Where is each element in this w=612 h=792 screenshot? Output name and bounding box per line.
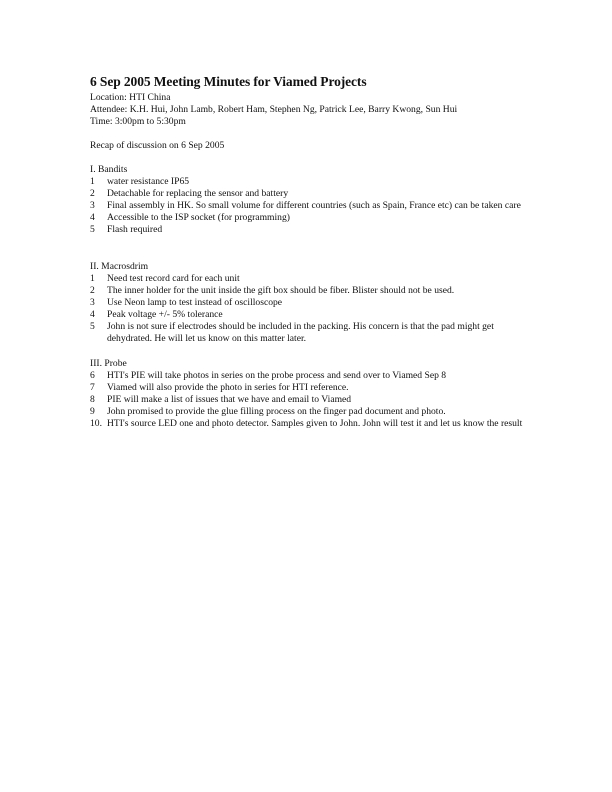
page-title: 6 Sep 2005 Meeting Minutes for Viamed Projects <box>90 74 367 89</box>
item-number: 2 <box>90 188 95 199</box>
item-text: John is not sure if electrodes should be included in the packing. His concern is that the pad might get dehydrated. He will let us know on this matter later. <box>107 321 494 344</box>
list-item <box>90 370 530 382</box>
item-text: The inner holder for the unit inside the gift box should be fiber. Blister should not be used. <box>107 285 455 296</box>
item-number: 3 <box>90 200 95 211</box>
list-item <box>90 321 530 345</box>
item-text: Detachable for replacing the sensor and battery <box>107 188 289 199</box>
item-number: 5 <box>90 224 95 235</box>
item-number: 3 <box>90 297 95 308</box>
list-item <box>90 224 530 236</box>
item-text: Viamed will also provide the photo in series for HTI reference. <box>107 382 349 393</box>
recap-note: Recap of discussion on 6 Sep 2005 <box>90 140 225 151</box>
item-text: HTI's PIE will take photos in series on the probe process and send over to Viamed Sep 8 <box>107 370 447 381</box>
item-number: 4 <box>90 309 95 320</box>
item-text: Final assembly in HK. So small volume for different countries (such as Spain, France etc) can be taken care <box>107 200 521 211</box>
section-bandits <box>90 164 530 236</box>
list-item <box>90 188 530 200</box>
list-item <box>90 212 530 224</box>
list-item <box>90 297 530 309</box>
meeting-time: Time: 3:00pm to 5:30pm <box>90 116 186 127</box>
item-text: Need test record card for each unit <box>107 273 240 284</box>
item-text: Flash required <box>107 224 163 235</box>
item-number: 4 <box>90 212 95 223</box>
item-text: HTI's source LED one and photo detector. Samples given to John. John will test it and let us know the result <box>107 418 523 429</box>
list-item <box>90 309 530 321</box>
item-text: water resistance IP65 <box>107 176 190 187</box>
section-heading: III. Probe <box>90 358 127 369</box>
list-item <box>90 394 530 406</box>
item-number: 6 <box>90 370 95 381</box>
meeting-attendees: Attendee: K.H. Hui, John Lamb, Robert Ham, Stephen Ng, Patrick Lee, Barry Kwong, Sun Hui <box>90 104 458 115</box>
item-text: PIE will make a list of issues that we have and email to Viamed <box>107 394 352 405</box>
list-item <box>90 406 530 418</box>
item-number: 5 <box>90 321 95 332</box>
item-number: 8 <box>90 394 95 405</box>
item-number: 7 <box>90 382 95 393</box>
meeting-location: Location: HTI China <box>90 92 171 103</box>
section-heading: II. Macrosdrim <box>90 261 149 272</box>
item-text: John promised to provide the glue filling process on the finger pad document and photo. <box>107 406 446 417</box>
list-item <box>90 200 530 212</box>
item-number: 1 <box>90 176 95 187</box>
list-item <box>90 382 530 394</box>
section-heading: I. Bandits <box>90 164 128 175</box>
section-probe <box>90 358 530 430</box>
item-number: 9 <box>90 406 95 417</box>
section-macrosdrim <box>90 261 530 345</box>
item-number: 1 <box>90 273 95 284</box>
list-item <box>90 176 530 188</box>
list-item <box>90 273 530 285</box>
item-text: Accessible to the ISP socket (for programming) <box>107 212 290 223</box>
list-item <box>90 418 530 430</box>
item-text: Peak voltage +/- 5% tolerance <box>107 309 223 320</box>
item-number: 10. <box>90 418 102 429</box>
item-text: Use Neon lamp to test instead of oscilloscope <box>107 297 283 308</box>
list-item <box>90 285 530 297</box>
item-number: 2 <box>90 285 95 296</box>
